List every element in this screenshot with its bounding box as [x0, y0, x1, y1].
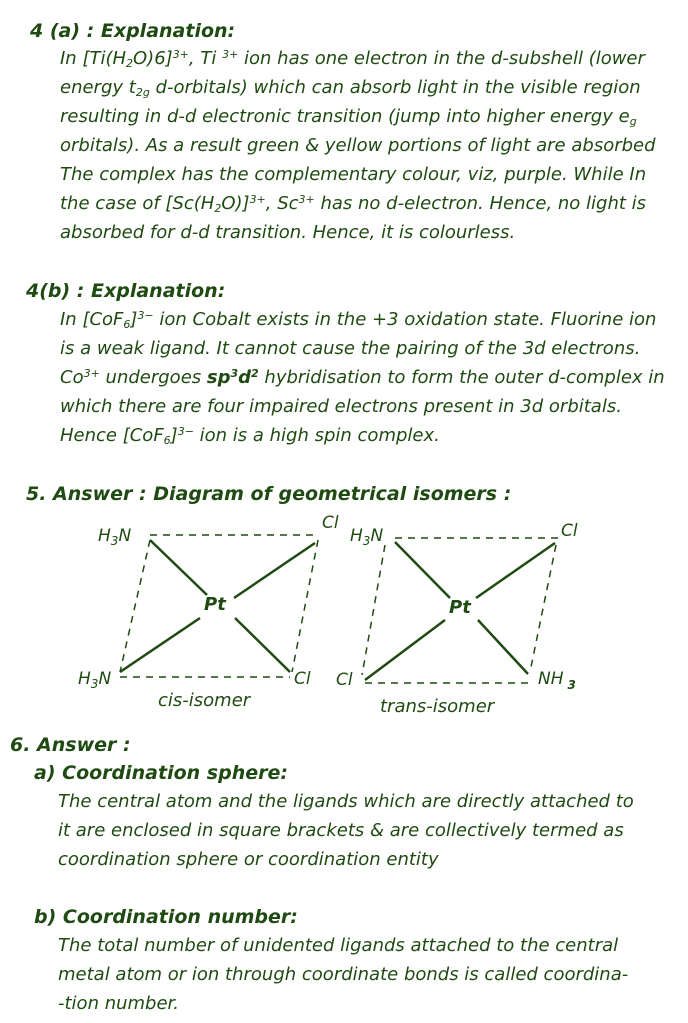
cis-center-pt: Pt: [204, 594, 226, 615]
q4a-line-1: In $[Ti(H_2O)6]^{3+}$, Ti $^{3+}$ ion has one electron in the d-subshell (lower: [60, 48, 645, 70]
cis-ligand-tr: Cl: [322, 513, 339, 533]
cis-bond-br: [235, 618, 290, 672]
q5-heading: 5. Answer : Diagram of geometrical isomers :: [26, 483, 512, 505]
trans-bond-bl: [365, 620, 445, 680]
trans-ligand-tr: Cl: [561, 521, 578, 541]
trans-ligand-br: NH $_3$: [538, 669, 576, 692]
q4b-line-3: $Co^{3+}$ undergoes $sp^3d^2$ hybridisation to form the outer d-complex in: [60, 367, 665, 388]
trans-bond-tr: [476, 543, 555, 598]
q4a-heading: 4 (a) : Explanation:: [30, 20, 236, 42]
q4a-line-2: energy $t_{2g}$ d-orbitals) which can absorb light in the visible region: [60, 77, 641, 99]
trans-ligand-bl: Cl: [336, 670, 353, 690]
trans-bond-br: [478, 620, 528, 674]
q4a-line-4: orbitals). As a result green & yellow portions of light are absorbed: [60, 135, 656, 156]
q6-a-line-2: it are enclosed in square brackets & are collectively termed as: [58, 820, 624, 841]
q6-b-line-1: The total number of unidented ligands attached to the central: [58, 935, 619, 956]
trans-edge-left: [362, 545, 385, 675]
cis-bond-tr: [234, 543, 315, 598]
cis-ligand-tl: $H_3N$: [98, 526, 132, 548]
q6-b-line-3: -tion number.: [58, 993, 180, 1014]
q4b-line-4: which there are four impaired electrons present in 3d orbitals.: [60, 396, 622, 417]
q6-b-line-2: metal atom or ion through coordinate bonds is called coordina-: [58, 964, 629, 985]
cis-bond-tl: [150, 540, 207, 595]
trans-edge-right: [530, 545, 556, 672]
cis-edge-right: [292, 540, 318, 672]
cis-edge-left: [120, 540, 150, 672]
q4a-line-6: the case of $[Sc(H_2O)]^{3+}$, $Sc^{3+}$ has no d-electron. Hence, no light is: [60, 193, 647, 215]
cis-bond-bl: [120, 618, 200, 672]
trans-bond-tl: [395, 542, 450, 598]
cis-caption: cis-isomer: [158, 690, 251, 711]
q4a-line-3: resulting in d-d electronic transition (jump into higher energy $e_g$: [60, 106, 637, 128]
cis-ligand-br: Cl: [294, 669, 311, 689]
q4b-line-1: In $[CoF_6]^{3-}$ ion Cobalt exists in the +3 oxidation state. Fluorine ion: [60, 309, 657, 331]
q4b-line-5: Hence $[CoF_6]^{3-}$ ion is a high spin complex.: [60, 425, 440, 447]
cis-ligand-bl: $H_3N$: [78, 669, 112, 691]
q6-a-line-1: The central atom and the ligands which are directly attached to: [58, 791, 634, 812]
trans-caption: trans-isomer: [380, 696, 495, 717]
q4b-heading: 4(b) : Explanation:: [26, 280, 226, 302]
q6-heading: 6. Answer :: [10, 734, 131, 756]
q4b-line-2: is a weak ligand. It cannot cause the pairing of the 3d electrons.: [60, 338, 641, 359]
trans-center-pt: Pt: [449, 597, 471, 618]
q6-a-heading: a) Coordination sphere:: [34, 762, 288, 784]
q6-a-line-3: coordination sphere or coordination entity: [58, 849, 439, 870]
q4a-line-7: absorbed for d-d transition. Hence, it is colourless.: [60, 222, 516, 243]
q6-b-heading: b) Coordination number:: [34, 906, 298, 928]
trans-ligand-tl: $H_3N$: [350, 526, 384, 548]
q4a-line-5: The complex has the complementary colour, viz, purple. While In: [60, 164, 647, 185]
